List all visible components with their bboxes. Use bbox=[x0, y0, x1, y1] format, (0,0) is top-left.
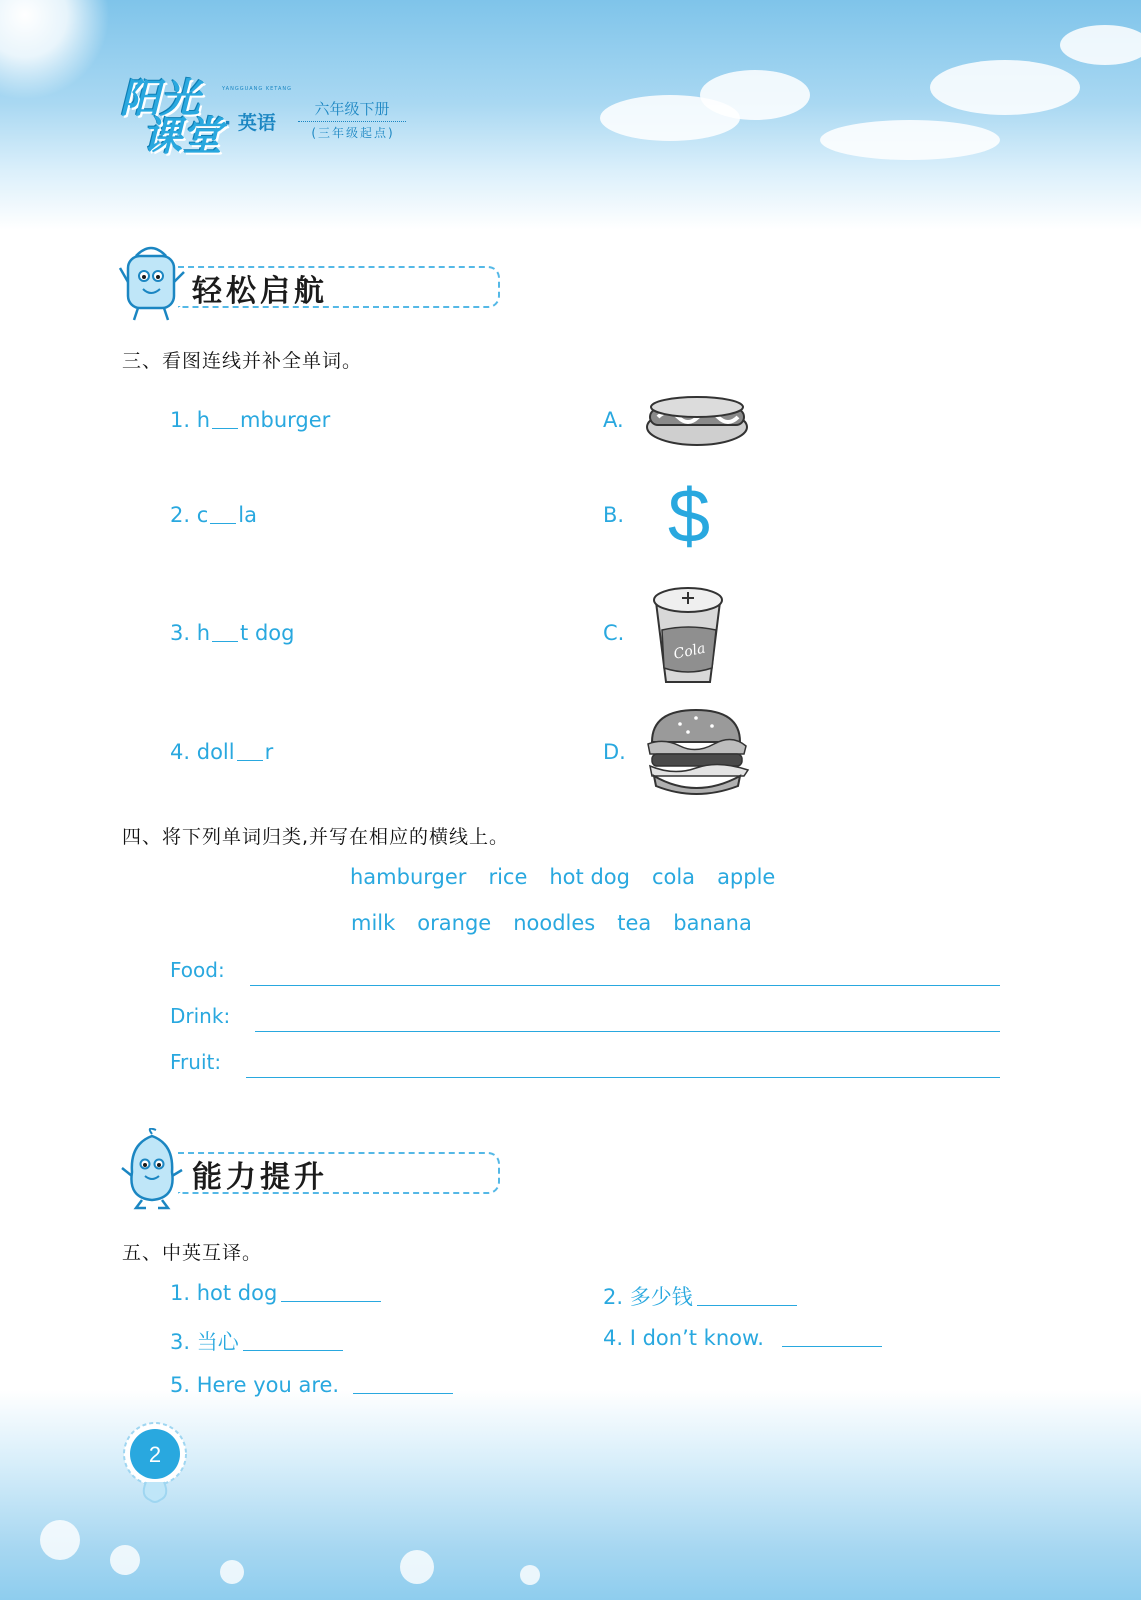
option-letter-b: B. bbox=[603, 503, 625, 527]
translate-item-1 bbox=[170, 1281, 381, 1305]
flower-decoration bbox=[220, 1560, 244, 1584]
logo-pinyin: YANGGUANG KETANG bbox=[222, 86, 292, 92]
hot-dog-icon[interactable] bbox=[644, 393, 750, 449]
fill-blank[interactable] bbox=[210, 503, 236, 524]
subject-label: · 英语 bbox=[224, 112, 276, 134]
banner-title: 能力提升 bbox=[192, 1160, 328, 1195]
translate-item-4 bbox=[603, 1326, 882, 1350]
logo-line1: 阳光 bbox=[120, 75, 200, 122]
fill-blank[interactable] bbox=[212, 621, 238, 642]
cloud bbox=[930, 60, 1080, 115]
item-number: 1. bbox=[170, 1281, 191, 1305]
word-bank-item: orange bbox=[417, 911, 492, 935]
banner-title: 轻松启航 bbox=[192, 274, 328, 309]
item-number: 1. bbox=[170, 408, 191, 432]
fill-blank[interactable] bbox=[212, 408, 238, 429]
cloud bbox=[700, 70, 810, 120]
category-label: Food: bbox=[170, 958, 225, 982]
translate-prompt: Here you are. bbox=[196, 1373, 340, 1397]
option-letter-d: D. bbox=[603, 740, 626, 764]
cloud bbox=[820, 120, 1000, 160]
item-number: 5. bbox=[170, 1373, 191, 1397]
word-part-before: h bbox=[196, 408, 211, 432]
word-bank-item: milk bbox=[351, 911, 396, 935]
answer-blank[interactable] bbox=[782, 1326, 882, 1347]
match-item-2 bbox=[170, 503, 257, 527]
item-number: 2. bbox=[170, 503, 191, 527]
word-bank-item: hot dog bbox=[549, 865, 630, 889]
word-part-after: r bbox=[264, 740, 274, 764]
category-fruit bbox=[170, 1050, 1000, 1078]
category-food bbox=[170, 958, 1000, 986]
section-banner-ability-boost bbox=[118, 1148, 518, 1196]
item-number: 4. bbox=[603, 1326, 624, 1350]
translate-prompt: 多少钱 bbox=[629, 1285, 693, 1309]
section-banner-easy-start bbox=[118, 262, 518, 310]
translate-prompt: hot dog bbox=[196, 1281, 278, 1305]
translate-prompt: 当心 bbox=[196, 1330, 239, 1354]
category-drink bbox=[170, 1004, 1000, 1032]
svg-text:Cola: Cola bbox=[672, 640, 707, 663]
translate-item-5 bbox=[170, 1373, 453, 1397]
flower-decoration bbox=[110, 1545, 140, 1575]
item-number: 3. bbox=[170, 621, 191, 645]
page-number-badge bbox=[122, 1418, 188, 1508]
fill-blank[interactable] bbox=[237, 740, 263, 761]
item-number: 3. bbox=[170, 1330, 191, 1354]
option-letter-c: C. bbox=[603, 621, 625, 645]
answer-blank[interactable] bbox=[697, 1285, 797, 1306]
word-part-before: h bbox=[196, 621, 211, 645]
answer-line[interactable] bbox=[255, 1031, 1000, 1032]
cola-cup-icon[interactable] bbox=[650, 584, 726, 686]
answer-line[interactable] bbox=[246, 1077, 1000, 1078]
book-logo bbox=[120, 75, 420, 170]
option-letter-a: A. bbox=[603, 408, 624, 432]
answer-blank[interactable] bbox=[353, 1373, 453, 1394]
section-3-title: 三、看图连线并补全单词。 bbox=[122, 350, 363, 372]
item-number: 4. bbox=[170, 740, 191, 764]
dollar-glyph: $ bbox=[667, 478, 711, 554]
match-item-1 bbox=[170, 408, 330, 432]
category-label: Fruit: bbox=[170, 1050, 222, 1074]
section-5-title: 五、中英互译。 bbox=[122, 1242, 263, 1264]
word-bank-item: tea bbox=[617, 911, 652, 935]
word-part-before: doll bbox=[196, 740, 235, 764]
translate-prompt: I don’t know. bbox=[629, 1326, 764, 1350]
edition-label: (三年级起点) bbox=[311, 126, 395, 140]
logo-line2: 课堂 bbox=[142, 113, 222, 160]
word-bank-row-2 bbox=[351, 911, 774, 935]
word-bank-row-1 bbox=[350, 865, 797, 889]
flower-decoration bbox=[520, 1565, 540, 1585]
page-number: 2 bbox=[148, 1442, 162, 1467]
translate-item-2 bbox=[603, 1281, 797, 1311]
answer-line[interactable] bbox=[250, 985, 1000, 986]
answer-blank[interactable] bbox=[281, 1281, 381, 1302]
word-bank-item: banana bbox=[673, 911, 752, 935]
word-bank-item: noodles bbox=[513, 911, 596, 935]
dollar-icon[interactable] bbox=[664, 478, 714, 554]
translate-item-3 bbox=[170, 1326, 343, 1356]
section-4-title: 四、将下列单词归类,并写在相应的横线上。 bbox=[122, 826, 510, 848]
flower-decoration bbox=[40, 1520, 80, 1560]
grade-label: 六年级下册 bbox=[298, 98, 406, 122]
cloud bbox=[1060, 25, 1141, 65]
word-bank-item: hamburger bbox=[350, 865, 467, 889]
flower-decoration bbox=[400, 1550, 434, 1584]
word-part-after: la bbox=[238, 503, 257, 527]
word-part-after: t dog bbox=[240, 621, 295, 645]
category-label: Drink: bbox=[170, 1004, 231, 1028]
item-number: 2. bbox=[603, 1285, 624, 1309]
word-part-after: mburger bbox=[240, 408, 331, 432]
word-part-before: c bbox=[196, 503, 209, 527]
answer-blank[interactable] bbox=[243, 1330, 343, 1351]
logo-title bbox=[120, 75, 222, 160]
word-bank-item: apple bbox=[717, 865, 776, 889]
match-item-4 bbox=[170, 740, 273, 764]
hamburger-icon[interactable] bbox=[644, 706, 754, 796]
word-bank-item: cola bbox=[651, 865, 696, 889]
match-item-3 bbox=[170, 621, 294, 645]
word-bank-item: rice bbox=[488, 865, 528, 889]
